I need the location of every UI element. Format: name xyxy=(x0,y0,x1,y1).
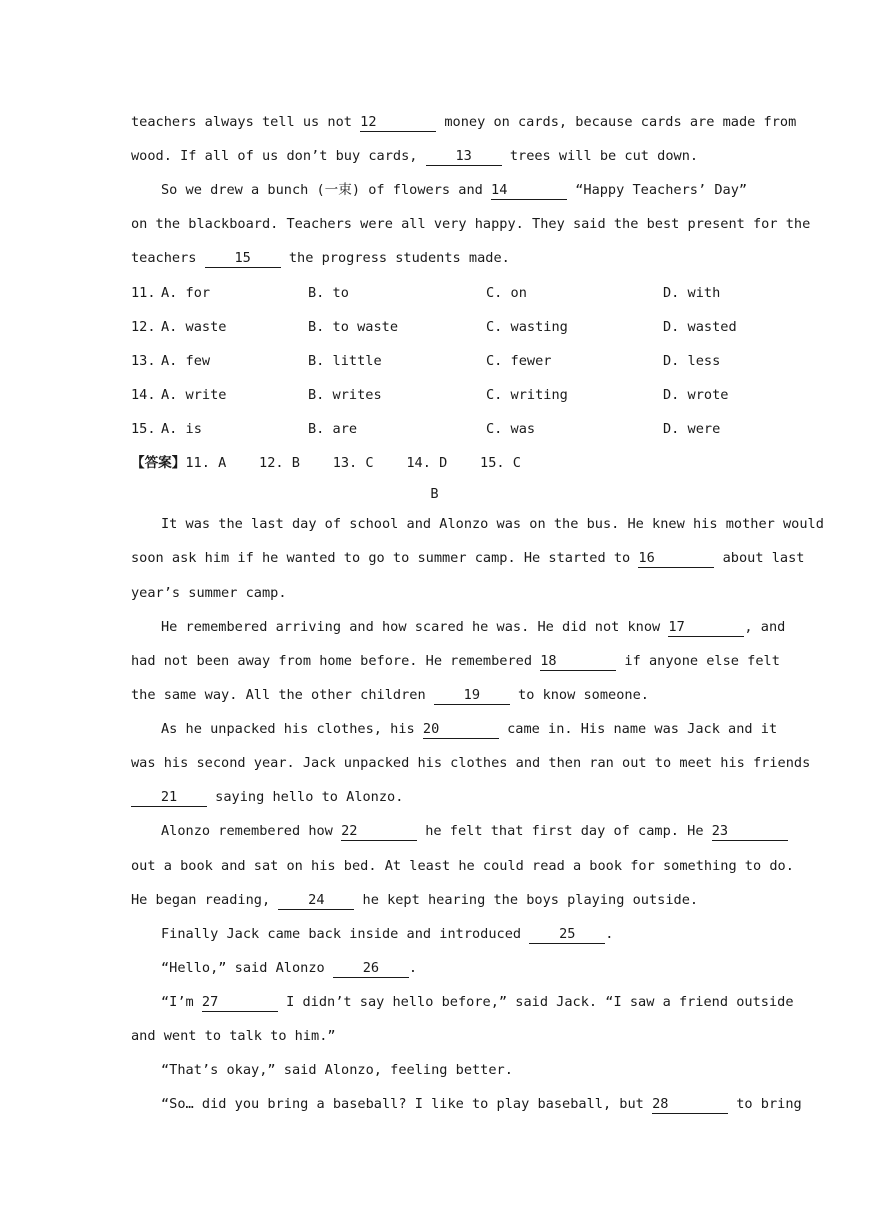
option-c: C. wasting xyxy=(486,319,568,335)
question-number: 11. xyxy=(131,285,156,301)
text-fragment: “So… did you bring a baseball? I like to play baseball, but xyxy=(161,1096,653,1112)
text-fragment: I didn’t say hello before,” said Jack. “I saw a friend outside xyxy=(277,994,794,1010)
blank-18: 18 xyxy=(540,652,616,671)
blank-16: 16 xyxy=(638,549,714,568)
option-b: B. little xyxy=(308,353,382,369)
text-fragment: He began reading, xyxy=(131,892,279,908)
question-number: 14. xyxy=(131,387,156,403)
blank-13: 13 xyxy=(426,147,502,166)
blank-21: 21 xyxy=(131,788,207,807)
text-fragment: he felt that first day of camp. He xyxy=(417,823,712,839)
text-line xyxy=(131,146,737,166)
text-line: year’s summer camp. xyxy=(131,585,287,601)
text-fragment: , and xyxy=(744,619,786,635)
text-fragment: soon ask him if he wanted to go to summer camp. He started to xyxy=(131,550,639,566)
text-line xyxy=(131,548,805,568)
blank-23: 23 xyxy=(712,822,788,841)
text-fragment: Alonzo remembered how xyxy=(161,823,342,839)
blank-25: 25 xyxy=(529,925,605,944)
text-fragment: . xyxy=(408,960,418,976)
text-line: out a book and sat on his bed. At least he could read a book for something to do. xyxy=(131,858,794,874)
text-fragment: “Hello,” said Alonzo xyxy=(161,960,333,976)
text-fragment: saying hello to Alonzo. xyxy=(207,789,404,805)
option-b: B. to waste xyxy=(308,319,399,335)
blank-17: 17 xyxy=(668,618,744,637)
blank-24: 24 xyxy=(278,891,354,910)
text-line: It was the last day of school and Alonzo was on the bus. He knew his mother would xyxy=(161,516,824,532)
text-line: was his second year. Jack unpacked his clothes and then ran out to meet his friends xyxy=(131,755,811,771)
text-fragment: to know someone. xyxy=(509,687,649,703)
answer-label: 【答案】 xyxy=(131,455,186,471)
option-d: D. wrote xyxy=(663,387,729,403)
option-b: B. are xyxy=(308,421,358,437)
text-line xyxy=(131,248,737,268)
text-fragment: the same way. All the other children xyxy=(131,687,434,703)
text-line: and went to talk to him.” xyxy=(131,1028,336,1044)
blank-19: 19 xyxy=(434,686,510,705)
text-fragment: wood. If all of us don’t buy cards, xyxy=(131,148,426,164)
text-line xyxy=(131,787,737,807)
text-fragment: “Happy Teachers’ Day” xyxy=(567,182,748,198)
section-heading: B xyxy=(430,486,439,502)
text-fragment: “I’m xyxy=(161,994,202,1010)
option-c: C. writing xyxy=(486,387,568,403)
blank-22: 22 xyxy=(341,822,417,841)
text-line: on the blackboard. Teachers were all very happy. They said the best present for the xyxy=(131,216,811,232)
text-fragment: . xyxy=(605,926,614,942)
text-fragment: teachers xyxy=(131,250,205,266)
option-d: D. wasted xyxy=(663,319,737,335)
blank-27: 27 xyxy=(202,993,278,1012)
text-line xyxy=(161,180,748,200)
text-line xyxy=(161,992,794,1012)
text-fragment: He remembered arriving and how scared he was. He did not know xyxy=(161,619,669,635)
question-number: 12. xyxy=(131,319,156,335)
question-number: 15. xyxy=(131,421,156,437)
text-line xyxy=(131,651,780,671)
text-line: “That’s okay,” said Alonzo, feeling better. xyxy=(161,1062,513,1078)
blank-20: 20 xyxy=(423,720,499,739)
text-fragment: came in. His name was Jack and it xyxy=(498,721,778,737)
option-b: B. to xyxy=(308,285,349,301)
text-line xyxy=(161,1094,802,1114)
question-number: 13. xyxy=(131,353,156,369)
option-a: A. for xyxy=(161,285,211,301)
text-fragment: money on cards, because cards are made from xyxy=(436,114,797,130)
text-fragment: the progress students made. xyxy=(280,250,510,266)
blank-26: 26 xyxy=(333,959,409,978)
text-fragment: Finally Jack came back inside and introduced xyxy=(161,926,530,942)
text-fragment: teachers always tell us not xyxy=(131,114,361,130)
text-fragment: So we drew a bunch (一束) of flowers and xyxy=(161,182,492,198)
text-line xyxy=(161,617,786,637)
option-a: A. few xyxy=(161,353,211,369)
text-line xyxy=(161,719,778,739)
text-line xyxy=(131,112,797,132)
text-line xyxy=(161,958,737,978)
text-fragment: As he unpacked his clothes, his xyxy=(161,721,423,737)
text-line xyxy=(131,685,737,705)
answer-text: 11. A 12. B 13. C 14. D 15. C xyxy=(185,455,521,471)
option-b: B. writes xyxy=(308,387,382,403)
option-c: C. fewer xyxy=(486,353,552,369)
option-c: C. on xyxy=(486,285,527,301)
text-line xyxy=(131,890,737,910)
text-fragment: about last xyxy=(714,550,805,566)
text-line xyxy=(161,924,737,944)
text-fragment: if anyone else felt xyxy=(616,653,780,669)
text-fragment: he kept hearing the boys playing outside. xyxy=(354,892,699,908)
option-d: D. with xyxy=(663,285,721,301)
blank-28: 28 xyxy=(652,1095,728,1114)
option-a: A. write xyxy=(161,387,227,403)
option-a: A. is xyxy=(161,421,202,437)
option-a: A. waste xyxy=(161,319,227,335)
blank-15: 15 xyxy=(205,249,281,268)
blank-12: 12 xyxy=(360,113,436,132)
blank-14: 14 xyxy=(491,181,567,200)
answer-key xyxy=(131,453,521,473)
text-fragment: had not been away from home before. He remembered xyxy=(131,653,541,669)
option-c: C. was xyxy=(486,421,536,437)
text-line xyxy=(161,821,737,841)
text-fragment: trees will be cut down. xyxy=(501,148,699,164)
text-fragment: to bring xyxy=(728,1096,802,1112)
option-d: D. were xyxy=(663,421,721,437)
option-d: D. less xyxy=(663,353,721,369)
